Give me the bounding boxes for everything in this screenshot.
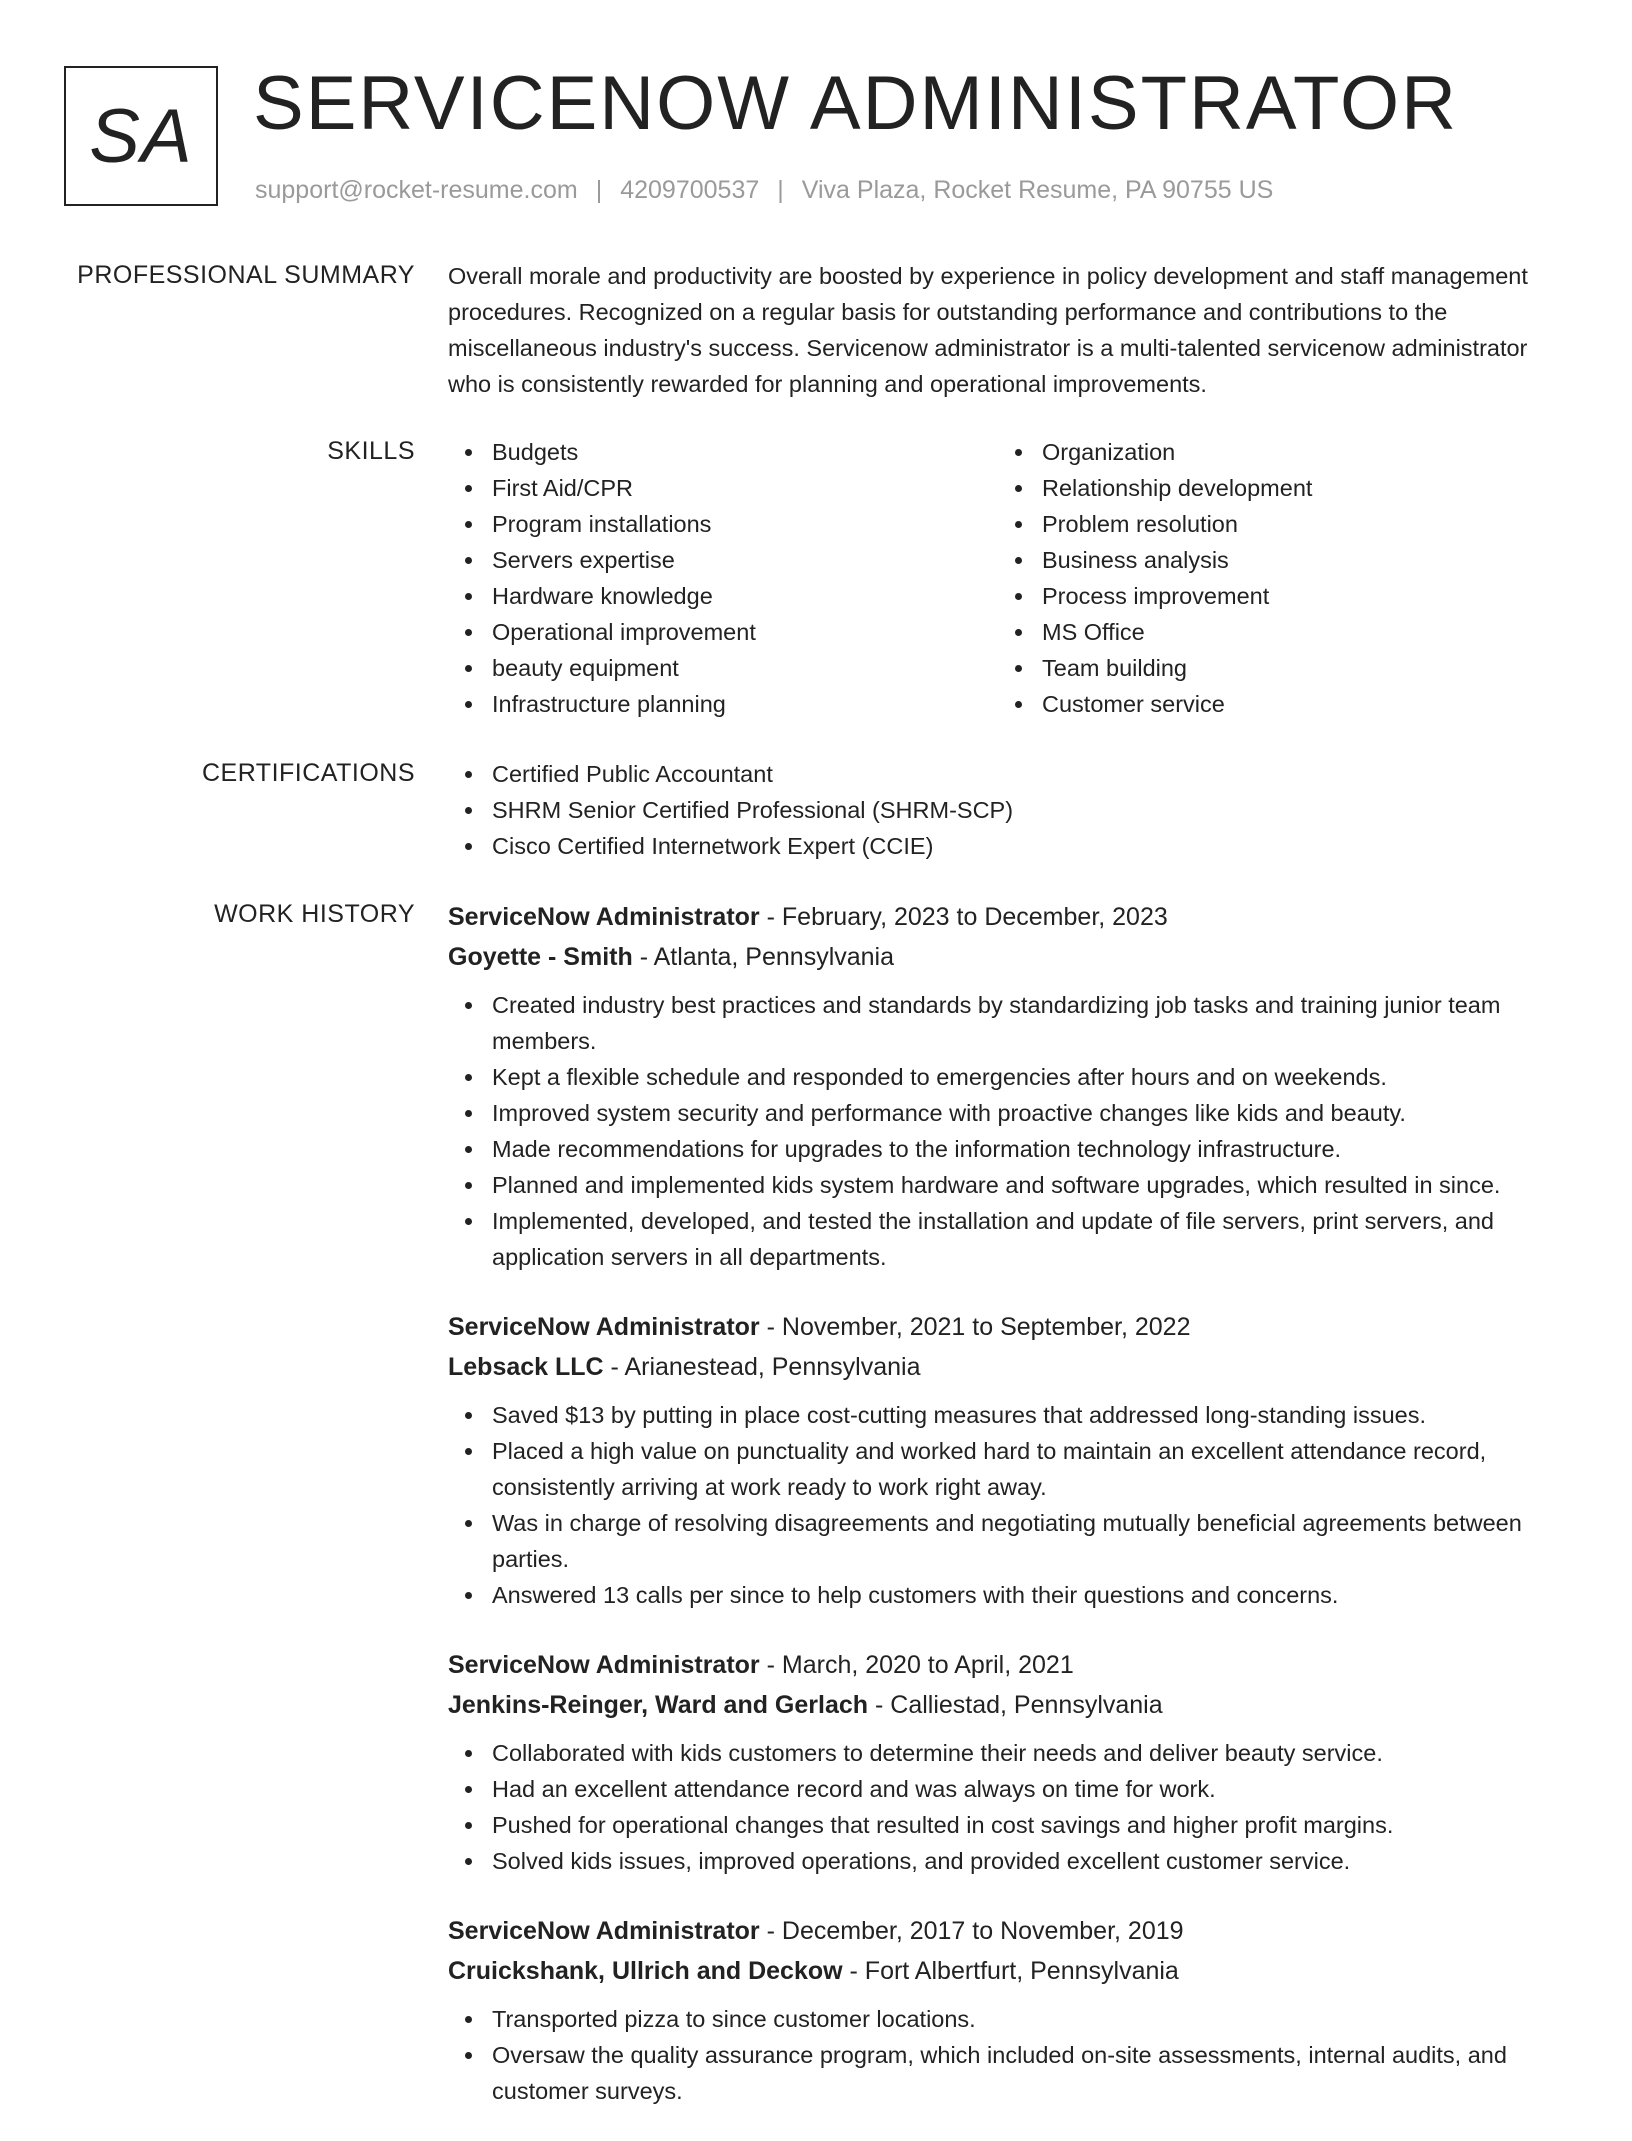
job-employer-line [448,1347,1568,1387]
job-bullet: Created industry best practices and standards by standardizing job tasks and training junior team members. [448,987,1568,1059]
certification-item: Cisco Certified Internetwork Expert (CCIE) [448,828,1568,864]
contact-email: support@rocket-resume.com [255,176,578,204]
job-entry [448,1645,1568,1879]
job-location: - Calliestad, Pennsylvania [868,1691,1163,1719]
job-location: - Fort Albertfurt, Pennsylvania [842,1957,1179,1985]
job-bullets [448,2001,1568,2109]
job-dates: - November, 2021 to September, 2022 [759,1313,1191,1341]
job-dates: - December, 2017 to November, 2019 [759,1917,1184,1945]
skill-item: Process improvement [998,578,1548,614]
contact-address: Viva Plaza, Rocket Resume, PA 90755 US [801,176,1274,204]
skills-list [448,434,1568,722]
job-employer: Cruickshank, Ullrich and Deckow [448,1957,843,1985]
job-employer: Jenkins-Reinger, Ward and Gerlach [448,1691,869,1719]
skill-item: Customer service [998,686,1548,722]
job-title-line [448,1307,1568,1347]
job-employer-line [448,937,1568,977]
job-bullet: Improved system security and performance with proactive changes like kids and beauty. [448,1095,1568,1131]
skill-item: Team building [998,650,1548,686]
skill-item: Hardware knowledge [448,578,998,614]
job-title: ServiceNow Administrator [448,1313,760,1341]
job-bullet: Oversaw the quality assurance program, which included on-site assessments, internal audits, and customer surveys. [448,2037,1568,2109]
job-title-line [448,897,1568,937]
contact-separator: | [595,176,603,204]
skill-item: Servers expertise [448,542,998,578]
job-employer: Goyette - Smith [448,943,633,971]
contact-separator: | [777,176,784,204]
job-dates: - February, 2023 to December, 2023 [759,903,1168,931]
certifications-items [448,756,1568,864]
job-bullet: Collaborated with kids customers to determine their needs and deliver beauty service. [448,1735,1568,1771]
skill-item: First Aid/CPR [448,470,998,506]
job-bullets [448,1397,1568,1613]
contact-phone: 4209700537 [620,176,760,204]
work-history-list [448,897,1568,2141]
job-employer: Lebsack LLC [448,1353,604,1381]
job-location: - Atlanta, Pennsylvania [632,943,895,971]
monogram: SA [64,66,218,206]
skill-item: Program installations [448,506,998,542]
job-location: - Arianestead, Pennsylvania [603,1353,921,1381]
section-label-work-history: WORK HISTORY [214,900,415,928]
job-bullets [448,1735,1568,1879]
job-title-line [448,1645,1568,1685]
skill-item: Infrastructure planning [448,686,998,722]
skill-item: Business analysis [998,542,1548,578]
job-title: ServiceNow Administrator [448,1917,760,1945]
job-bullet: Kept a flexible schedule and responded to emergencies after hours and on weekends. [448,1059,1568,1095]
section-label-summary: PROFESSIONAL SUMMARY [77,261,415,289]
job-bullet: Planned and implemented kids system hardware and software upgrades, which resulted in since. [448,1167,1568,1203]
job-bullet: Saved $13 by putting in place cost-cutting measures that addressed long-standing issues. [448,1397,1568,1433]
job-bullet: Transported pizza to since customer locations. [448,2001,1568,2037]
skill-item: beauty equipment [448,650,998,686]
job-title: ServiceNow Administrator [448,903,760,931]
skill-item: MS Office [998,614,1548,650]
section-label-skills: SKILLS [327,437,415,465]
job-entry [448,1911,1568,2109]
contact-line [255,176,1273,205]
job-employer-line [448,1685,1568,1725]
job-bullet: Had an excellent attendance record and was always on time for work. [448,1771,1568,1807]
job-title-line [448,1911,1568,1951]
job-bullets [448,987,1568,1275]
skill-item: Relationship development [998,470,1548,506]
certification-item: SHRM Senior Certified Professional (SHRM-SCP) [448,792,1568,828]
job-title: ServiceNow Administrator [448,1651,760,1679]
job-bullet: Answered 13 calls per since to help customers with their questions and concerns. [448,1577,1568,1613]
job-employer-line [448,1951,1568,1991]
job-bullet: Was in charge of resolving disagreements and negotiating mutually beneficial agreements between parties. [448,1505,1568,1577]
certifications-list [448,756,1568,864]
certification-item: Certified Public Accountant [448,756,1568,792]
skills-column-left [448,434,998,722]
skill-item: Problem resolution [998,506,1548,542]
job-bullet: Implemented, developed, and tested the installation and update of file servers, print servers, and application servers in all departments. [448,1203,1568,1275]
job-entry [448,897,1568,1275]
job-dates: - March, 2020 to April, 2021 [759,1651,1074,1679]
resume-name: SERVICENOW ADMINISTRATOR [253,61,1459,146]
job-bullet: Pushed for operational changes that resulted in cost savings and higher profit margins. [448,1807,1568,1843]
skills-column-right [998,434,1548,722]
job-bullet: Solved kids issues, improved operations, and provided excellent customer service. [448,1843,1568,1879]
skill-item: Operational improvement [448,614,998,650]
skill-item: Organization [998,434,1548,470]
job-bullet: Made recommendations for upgrades to the information technology infrastructure. [448,1131,1568,1167]
skill-item: Budgets [448,434,998,470]
summary-text: Overall morale and productivity are boosted by experience in policy development and staff management procedures. Recognized on a regular basis for outstanding performance and contributions to the miscellaneous industry's success. Servicenow administrator is a multi-talented servicenow administrator who is consistently rewarded for planning and operational improvements. [448,263,1528,397]
section-label-certifications: CERTIFICATIONS [201,759,415,787]
job-bullet: Placed a high value on punctuality and worked hard to maintain an excellent attendance record, consistently arriving at work ready to work right away. [448,1433,1568,1505]
job-entry [448,1307,1568,1613]
